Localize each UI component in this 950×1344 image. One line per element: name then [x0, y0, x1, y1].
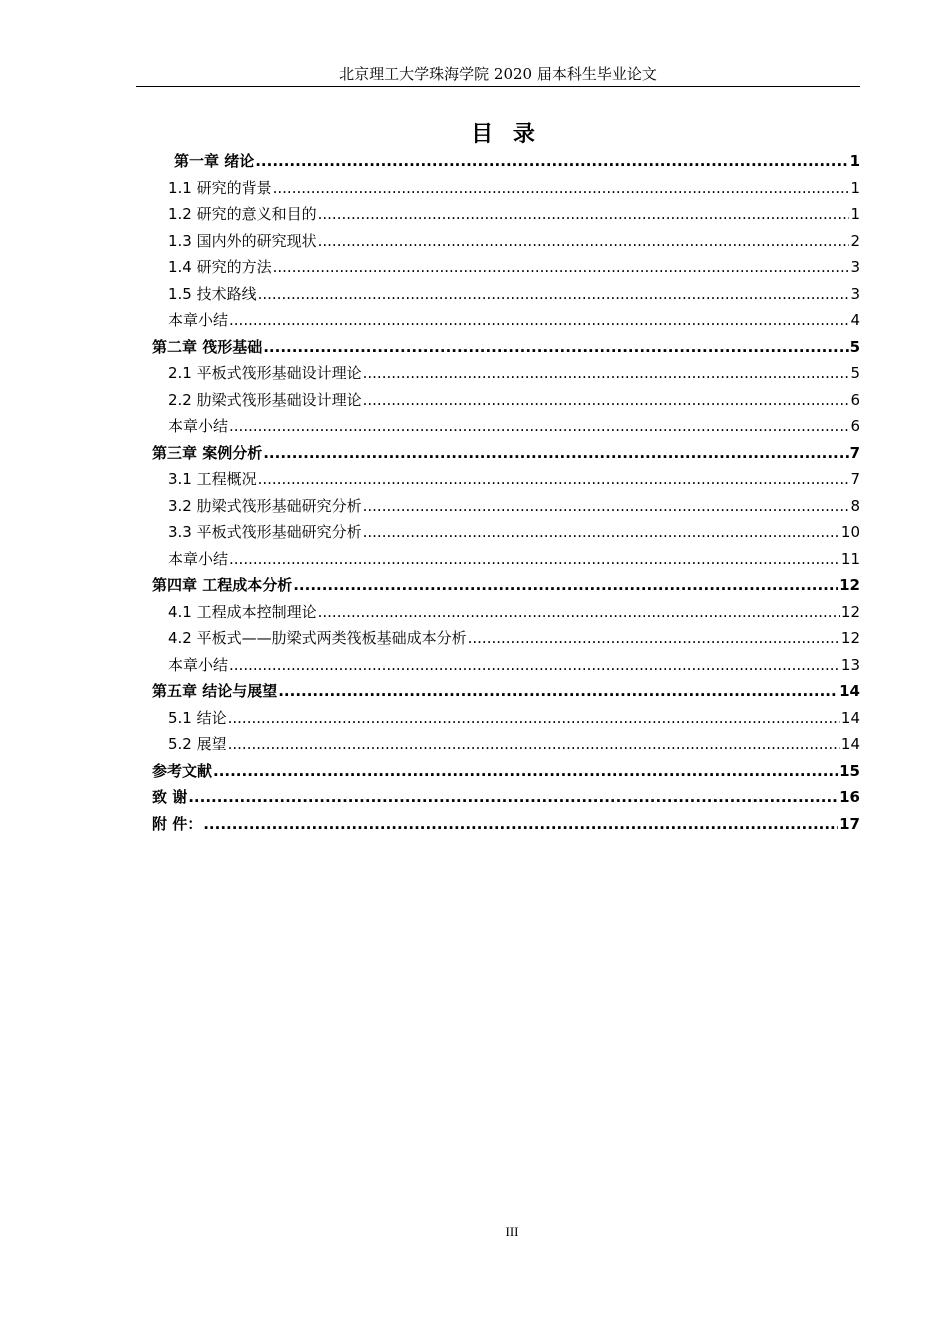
toc-section-entry[interactable]	[152, 281, 860, 308]
toc-entry-label: 1.3 国内外的研究现状	[168, 231, 317, 250]
toc-entry-page-number: 12	[839, 576, 860, 594]
header-divider	[136, 86, 860, 87]
toc-section-entry[interactable]	[152, 360, 860, 387]
toc-section-entry[interactable]	[152, 175, 860, 202]
toc-dot-leader	[255, 148, 848, 175]
toc-entry-label: 本章小结	[168, 311, 229, 329]
toc-dot-leader	[363, 493, 850, 520]
toc-dot-leader	[263, 334, 848, 361]
toc-section-entry[interactable]	[152, 519, 860, 546]
toc-dot-leader	[258, 281, 850, 308]
toc-entry-page-number: 4	[850, 311, 860, 329]
toc-entry-label: 参考文献	[152, 761, 213, 780]
toc-entry-label: 第二章 筏形基础	[152, 337, 263, 356]
toc-entry-page-number: 5	[849, 337, 860, 356]
toc-entry-page-number: 14	[840, 708, 860, 727]
toc-dot-leader	[258, 466, 850, 493]
toc-chapter-entry[interactable]	[152, 784, 860, 811]
toc-dot-leader	[363, 387, 850, 414]
toc-entry-label: 5.2 展望	[168, 735, 227, 753]
toc-entry-page-number: 1	[849, 152, 860, 170]
toc-section-entry[interactable]	[152, 599, 860, 626]
toc-entry-label: 3.1 工程概况	[168, 470, 257, 488]
toc-entry-page-number: 17	[839, 814, 860, 833]
toc-entry-page-number: 1	[850, 205, 860, 223]
toc-chapter-entry[interactable]	[152, 334, 860, 361]
toc-entry-page-number: 13	[840, 655, 860, 674]
toc-dot-leader	[318, 228, 850, 255]
toc-entry-label: 4.2 平板式——肋梁式两类筏板基础成本分析	[168, 629, 467, 647]
table-of-contents	[152, 148, 860, 837]
toc-entry-page-number: 3	[850, 258, 860, 276]
toc-chapter-entry[interactable]	[152, 440, 860, 467]
toc-entry-page-number: 12	[840, 629, 860, 647]
toc-chapter-entry[interactable]	[152, 678, 860, 705]
toc-entry-label: 第三章 案例分析	[152, 443, 263, 462]
toc-dot-leader	[229, 307, 849, 334]
toc-entry-page-number: 14	[839, 682, 860, 700]
toc-entry-label: 本章小结	[168, 655, 229, 674]
toc-entry-page-number: 3	[850, 284, 860, 303]
toc-section-entry[interactable]	[152, 307, 860, 334]
toc-section-entry[interactable]	[152, 413, 860, 440]
running-header: 北京理工大学珠海学院 2020 届本科生毕业论文	[339, 65, 657, 83]
toc-entry-label: 本章小结	[168, 417, 229, 435]
toc-section-entry[interactable]	[152, 731, 860, 758]
toc-dot-leader	[188, 784, 838, 811]
toc-entry-label: 第一章 绪论	[174, 152, 255, 170]
toc-dot-leader	[229, 413, 849, 440]
toc-chapter-entry[interactable]	[152, 148, 860, 175]
toc-entry-page-number: 12	[840, 602, 860, 621]
toc-dot-leader	[273, 175, 850, 202]
toc-dot-leader	[229, 652, 840, 679]
toc-entry-label: 本章小结	[168, 549, 229, 568]
toc-entry-label: 2.1 平板式筏形基础设计理论	[168, 364, 362, 382]
toc-section-entry[interactable]	[152, 254, 860, 281]
toc-entry-label: 1.4 研究的方法	[168, 258, 272, 276]
toc-entry-page-number: 6	[850, 417, 860, 435]
toc-section-entry[interactable]	[152, 466, 860, 493]
toc-section-entry[interactable]	[152, 546, 860, 573]
toc-chapter-entry[interactable]	[152, 572, 860, 599]
toc-entry-page-number: 8	[850, 496, 860, 515]
toc-section-entry[interactable]	[152, 652, 860, 679]
toc-dot-leader	[228, 705, 840, 732]
toc-entry-label: 2.2 肋梁式筏形基础设计理论	[168, 390, 362, 409]
toc-entry-page-number: 7	[849, 443, 860, 462]
toc-dot-leader	[318, 599, 840, 626]
toc-section-entry[interactable]	[152, 705, 860, 732]
toc-section-entry[interactable]	[152, 625, 860, 652]
toc-dot-leader	[263, 440, 848, 467]
toc-entry-page-number: 15	[839, 761, 860, 780]
toc-entry-page-number: 5	[850, 364, 860, 382]
toc-dot-leader	[229, 546, 840, 573]
toc-entry-label: 1.1 研究的背景	[168, 178, 272, 197]
toc-dot-leader	[273, 254, 850, 281]
toc-dot-leader	[228, 731, 840, 758]
toc-chapter-entry[interactable]	[152, 758, 860, 785]
toc-dot-leader	[318, 201, 850, 228]
toc-entry-page-number: 7	[850, 470, 860, 488]
toc-entry-label: 5.1 结论	[168, 708, 227, 727]
toc-entry-page-number: 14	[840, 735, 860, 753]
toc-chapter-entry[interactable]	[152, 811, 860, 838]
toc-dot-leader	[293, 572, 838, 599]
toc-dot-leader	[203, 811, 838, 838]
toc-entry-label: 第五章 结论与展望	[152, 682, 278, 700]
toc-entry-label: 3.3 平板式筏形基础研究分析	[168, 523, 362, 541]
toc-dot-leader	[363, 519, 840, 546]
toc-section-entry[interactable]	[152, 201, 860, 228]
toc-entry-page-number: 1	[850, 178, 860, 197]
toc-entry-page-number: 2	[850, 231, 860, 250]
toc-dot-leader	[363, 360, 850, 387]
toc-entry-label: 4.1 工程成本控制理论	[168, 602, 317, 621]
toc-entry-page-number: 11	[840, 549, 860, 568]
toc-entry-label: 致 谢	[152, 788, 188, 806]
toc-section-entry[interactable]	[152, 228, 860, 255]
toc-dot-leader	[278, 678, 838, 705]
toc-dot-leader	[468, 625, 840, 652]
toc-section-entry[interactable]	[152, 493, 860, 520]
toc-entry-page-number: 6	[850, 390, 860, 409]
toc-entry-label: 第四章 工程成本分析	[152, 576, 293, 594]
toc-entry-page-number: 10	[840, 523, 860, 541]
page-number: III	[505, 1224, 519, 1239]
toc-entry-label: 附 件：	[152, 814, 203, 833]
toc-entry-label: 3.2 肋梁式筏形基础研究分析	[168, 496, 362, 515]
toc-entry-page-number: 16	[839, 788, 860, 806]
toc-entry-label: 1.5 技术路线	[168, 284, 257, 303]
toc-entry-label: 1.2 研究的意义和目的	[168, 205, 317, 223]
toc-title: 目 录	[471, 122, 541, 147]
toc-dot-leader	[213, 758, 838, 785]
toc-section-entry[interactable]	[152, 387, 860, 414]
